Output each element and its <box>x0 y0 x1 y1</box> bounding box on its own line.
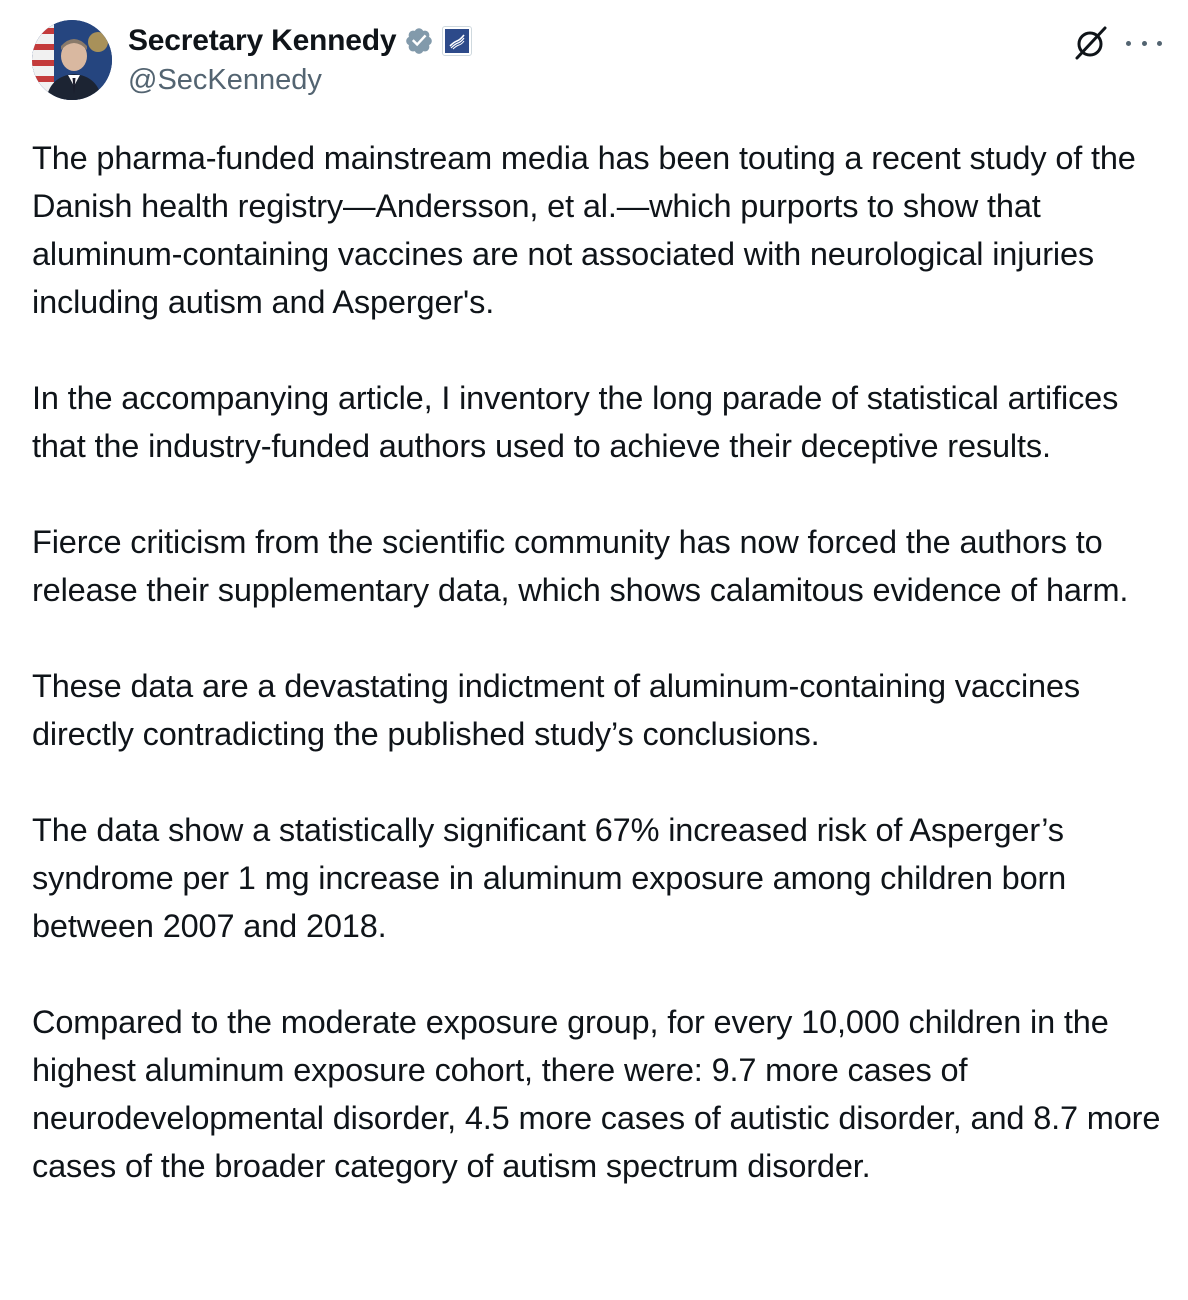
post-paragraph: These data are a devastating indictment of aluminum-containing vaccines directly contradicting the published study’s conclusions. <box>32 668 1080 752</box>
dot-icon <box>1142 41 1147 46</box>
name-row <box>128 22 472 60</box>
dot-icon <box>1157 41 1162 46</box>
post-header <box>32 20 1162 102</box>
more-options-icon[interactable] <box>1126 28 1162 58</box>
dot-icon <box>1126 41 1131 46</box>
grok-icon[interactable] <box>1072 24 1110 62</box>
hhs-affiliate-badge-icon[interactable] <box>442 26 472 56</box>
post-paragraph: The data show a statistically significant 67% increased risk of Asperger’s syndrome per 1 mg increase in aluminum exposure among children born between 2007 and 2018. <box>32 812 1067 944</box>
post-paragraph: In the accompanying article, I inventory the long parade of statistical artifices that the industry-funded authors used to achieve their deceptive results. <box>32 380 1119 464</box>
author-info <box>128 22 472 97</box>
verified-badge-icon[interactable] <box>404 26 434 56</box>
post-paragraph: The pharma-funded mainstream media has been touting a recent study of the Danish health registry—Andersson, et al.—which purports to show that aluminum-containing vaccines are not associated with neurological injuries including autism and Asperger's. <box>32 140 1136 320</box>
handle[interactable]: @SecKennedy <box>128 64 322 96</box>
post-paragraph: Compared to the moderate exposure group, for every 10,000 children in the highest aluminum exposure cohort, there were: 9.7 more cases of neurodevelopmental disorder, 4.5 more cases of autistic disorder, and 8.7 more cases of the broader category of autism spectrum disorder. <box>32 1004 1161 1184</box>
post-text <box>32 134 1172 1190</box>
avatar[interactable] <box>32 20 112 100</box>
post-paragraph: Fierce criticism from the scientific community has now forced the authors to release their supplementary data, which shows calamitous evidence of harm. <box>32 524 1129 608</box>
display-name[interactable]: Secretary Kennedy <box>128 24 397 57</box>
